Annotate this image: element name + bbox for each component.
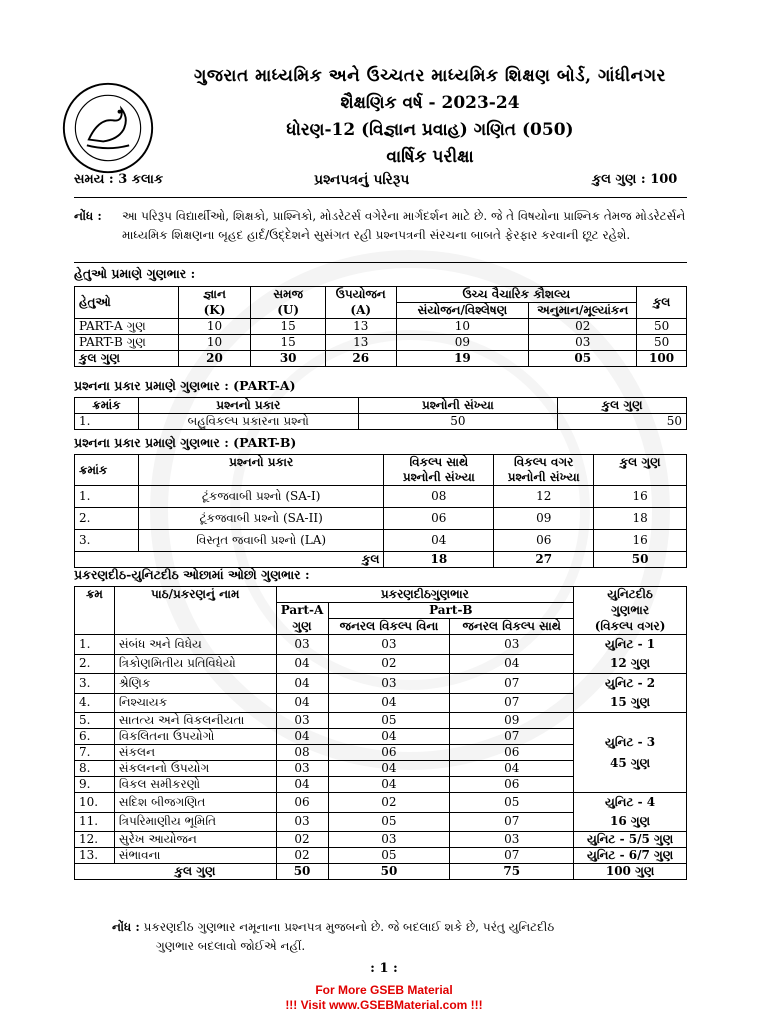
part-b-weightage-title: પ્રશ્નના પ્રકાર પ્રમાણે ગુણભાર : (PART-B) bbox=[74, 435, 297, 450]
cell: 07 bbox=[450, 848, 574, 864]
col-question-count: પ્રશ્નોની સંખ્યા bbox=[358, 398, 558, 414]
unit-6-weightage: યુનિટ - 6/7 ગુણ bbox=[574, 848, 687, 864]
cell: 04 bbox=[450, 654, 574, 674]
cell: 13 bbox=[326, 335, 397, 351]
col-evaluation: અનુમાન/મૂલ્યાંકન bbox=[529, 303, 637, 319]
note-label: નોંધ : bbox=[74, 209, 102, 223]
row-label: PART-A ગુણ bbox=[75, 319, 179, 335]
table-row bbox=[75, 319, 687, 335]
cell: 18 bbox=[594, 508, 687, 530]
cell: 13. bbox=[75, 848, 115, 864]
chapter-name: શ્રેણિક bbox=[114, 674, 276, 694]
col-objective: હેતુઓ bbox=[75, 287, 179, 319]
cell: 3. bbox=[75, 674, 115, 694]
col-chapter-weightage: પ્રકરણદીઠગુણભાર bbox=[276, 587, 574, 603]
part-b-weightage-table bbox=[74, 454, 687, 568]
col-without-choice: વિકલ્પ વગર bbox=[494, 455, 594, 471]
cell: 50 bbox=[276, 864, 328, 880]
col-understanding-code: (U) bbox=[251, 303, 326, 319]
col-synthesis: સંયોજન/વિશ્લેષણ bbox=[396, 303, 529, 319]
row-label: કુલ ગુણ bbox=[114, 864, 276, 880]
cell: 03 bbox=[328, 635, 450, 655]
col-total: કુલ bbox=[637, 287, 687, 319]
cell: 4. bbox=[75, 693, 115, 713]
cell: 05 bbox=[328, 848, 450, 864]
col-unit-weightage: યુનિટદીઠ bbox=[574, 587, 687, 603]
cell: 03 bbox=[450, 832, 574, 848]
cell: 06 bbox=[450, 745, 574, 761]
cell: 1. bbox=[75, 414, 139, 430]
table-total-row bbox=[75, 864, 687, 880]
cell: 03 bbox=[276, 713, 328, 729]
cell: 50 bbox=[594, 552, 687, 568]
cell: 07 bbox=[450, 693, 574, 713]
col-part-a: Part-A bbox=[276, 603, 328, 619]
unit-4-weightage bbox=[574, 793, 687, 832]
chapter-name: સંબંધ અને વિધેય bbox=[114, 635, 276, 655]
cell: 18 bbox=[384, 552, 494, 568]
cell: 10. bbox=[75, 793, 115, 813]
cell: 03 bbox=[276, 812, 328, 832]
cell: 04 bbox=[276, 729, 328, 745]
cell: 12 bbox=[494, 486, 594, 508]
part-a-weightage-title: પ્રશ્નના પ્રકાર પ્રમાણે ગુણભાર : (PART-A) bbox=[74, 378, 296, 393]
unit-3-weightage bbox=[574, 713, 687, 793]
cell: 13 bbox=[326, 319, 397, 335]
board-logo-seal bbox=[60, 80, 156, 176]
cell: 04 bbox=[276, 693, 328, 713]
cell: 6. bbox=[75, 729, 115, 745]
cell: 03 bbox=[328, 832, 450, 848]
cell: 06 bbox=[450, 777, 574, 793]
col-with-choice-sub: પ્રશ્નોની સંખ્યા bbox=[384, 470, 494, 486]
cell: 5. bbox=[75, 713, 115, 729]
divider bbox=[74, 197, 687, 198]
col-application: ઉપયોજન bbox=[326, 287, 397, 303]
objective-weightage-table bbox=[74, 286, 687, 367]
unit-marks: 15 ગુણ bbox=[610, 695, 651, 709]
chapter-weightage-table bbox=[74, 586, 687, 880]
note-text-2: ગુણભાર બદલાવો જોઈએ નહીં. bbox=[156, 939, 306, 953]
cell: 07 bbox=[450, 812, 574, 832]
total-marks: કુલ ગુણ : 100 bbox=[592, 172, 678, 187]
unit-1-weightage bbox=[574, 635, 687, 674]
exam-time: સમય : 3 કલાક bbox=[74, 172, 164, 187]
unit-marks: 16 ગુણ bbox=[610, 814, 651, 828]
cell: 09 bbox=[450, 713, 574, 729]
cell: 15 bbox=[251, 335, 326, 351]
col-unit-weightage-2: ગુણભાર bbox=[574, 603, 687, 619]
table-total-row bbox=[75, 552, 687, 568]
exam-title: વાર્ષિક પરીક્ષા bbox=[386, 147, 474, 167]
note-label: નોંધ : bbox=[112, 920, 140, 934]
cell: 10 bbox=[178, 319, 251, 335]
note-top bbox=[74, 207, 689, 245]
col-question-type: પ્રશ્નનો પ્રકાર bbox=[138, 398, 358, 414]
cell: 8. bbox=[75, 761, 115, 777]
cell: 16 bbox=[594, 486, 687, 508]
cell: 03 bbox=[450, 635, 574, 655]
cell: 2. bbox=[75, 508, 139, 530]
cell: 09 bbox=[396, 335, 529, 351]
cell: 06 bbox=[384, 508, 494, 530]
cell: 27 bbox=[494, 552, 594, 568]
col-understanding: સમજ bbox=[251, 287, 326, 303]
note-bottom bbox=[112, 918, 702, 956]
chapter-name: સંકલન bbox=[114, 745, 276, 761]
chapter-name: ત્રિકોણમિતીય પ્રતિવિધેયો bbox=[114, 654, 276, 674]
cell: 05 bbox=[328, 713, 450, 729]
row-label: કુલ ગુણ bbox=[75, 351, 179, 367]
table-row bbox=[75, 335, 687, 351]
objective-weightage-title: હેતુઓ પ્રમાણે ગુણભાર : bbox=[74, 266, 196, 281]
table-row bbox=[75, 713, 687, 729]
cell: 03 bbox=[276, 761, 328, 777]
cell: 03 bbox=[529, 335, 637, 351]
chapter-weightage-title: પ્રકરણદીઠ-યુનિટદીઠ ઓછામાં ઓછો ગુણભાર : bbox=[74, 567, 310, 582]
table-row bbox=[75, 486, 687, 508]
board-name: ગુજરાત માધ્યમિક અને ઉચ્ચતર માધ્યમિક શિક્ષણ બોર્ડ, ગાંધીનગર bbox=[194, 66, 666, 86]
col-knowledge-code: (K) bbox=[178, 303, 251, 319]
cell: 02 bbox=[529, 319, 637, 335]
cell: 07 bbox=[450, 729, 574, 745]
table-row bbox=[75, 793, 687, 813]
chapter-name: વિકલ સમીકરણો bbox=[114, 777, 276, 793]
chapter-name: નિશ્ચાયક bbox=[114, 693, 276, 713]
chapter-name: સંકલનનો ઉપયોગ bbox=[114, 761, 276, 777]
col-serial: ક્રમાંક bbox=[75, 455, 139, 486]
unit-label: યુનિટ - 3 bbox=[605, 734, 656, 749]
cell: 2. bbox=[75, 654, 115, 674]
cell: 09 bbox=[494, 508, 594, 530]
cell: 02 bbox=[276, 832, 328, 848]
cell: 50 bbox=[358, 414, 558, 430]
cell: 3. bbox=[75, 530, 139, 552]
chapter-name: સાતત્ય અને વિકલનીયતા bbox=[114, 713, 276, 729]
cell: 03 bbox=[276, 635, 328, 655]
chapter-name: ત્રિપરિમાણીય ભૂમિતિ bbox=[114, 812, 276, 832]
cell: 05 bbox=[450, 793, 574, 813]
table-row bbox=[75, 674, 687, 694]
note-text: પ્રકરણદીઠ ગુણભાર નમૂનાના પ્રશ્નપત્ર મુજબનો છે. જે બદલાઈ શકે છે, પરંતુ યુનિટદીઠ bbox=[143, 920, 555, 934]
table-total-row bbox=[75, 351, 687, 367]
cell: 26 bbox=[326, 351, 397, 367]
cell: 1. bbox=[75, 635, 115, 655]
col-without-choice-sub: પ્રશ્નોની સંખ્યા bbox=[494, 470, 594, 486]
unit-5-weightage: યુનિટ - 5/5 ગુણ bbox=[574, 832, 687, 848]
cell: 04 bbox=[450, 761, 574, 777]
cell: 50 bbox=[637, 335, 687, 351]
unit-marks: 45 ગુણ bbox=[610, 755, 651, 770]
cell: 20 bbox=[178, 351, 251, 367]
col-part-b-without-choice: જનરલ વિકલ્પ વિના bbox=[328, 619, 450, 635]
col-serial: ક્રમ bbox=[75, 587, 115, 635]
col-knowledge: જ્ઞાન bbox=[178, 287, 251, 303]
cell: 100 ગુણ bbox=[574, 864, 687, 880]
part-a-weightage-table bbox=[74, 397, 687, 430]
table-row bbox=[75, 508, 687, 530]
col-serial: ક્રમાંક bbox=[75, 398, 139, 414]
chapter-name: સુરેખ આયોજન bbox=[114, 832, 276, 848]
unit-label: યુનિટ - 2 bbox=[605, 676, 656, 690]
unit-2-weightage bbox=[574, 674, 687, 713]
cell: 9. bbox=[75, 777, 115, 793]
cell: 06 bbox=[328, 745, 450, 761]
subject-title: ધોરણ-12 (વિજ્ઞાન પ્રવાહ) ગણિત (050) bbox=[286, 120, 574, 140]
chapter-name: સદિશ બીજગણિત bbox=[114, 793, 276, 813]
footer-website[interactable]: !!! Visit www.GSEBMaterial.com !!! bbox=[285, 998, 483, 1012]
col-chapter: પાઠ/પ્રકરણનું નામ bbox=[114, 587, 276, 635]
col-total-marks: કુલ ગુણ bbox=[594, 455, 687, 486]
cell: 05 bbox=[328, 812, 450, 832]
col-application-code: (A) bbox=[326, 303, 397, 319]
cell: 50 bbox=[637, 319, 687, 335]
cell: 04 bbox=[384, 530, 494, 552]
col-part-b-with-choice: જનરલ વિકલ્પ સાથે bbox=[450, 619, 574, 635]
cell: 50 bbox=[328, 864, 450, 880]
col-part-b: Part-B bbox=[328, 603, 574, 619]
cell: 06 bbox=[276, 793, 328, 813]
cell: 50 bbox=[558, 414, 687, 430]
divider bbox=[74, 262, 687, 263]
cell: 10 bbox=[396, 319, 529, 335]
table-row bbox=[75, 635, 687, 655]
chapter-name: વિકલિતના ઉપયોગો bbox=[114, 729, 276, 745]
cell: 75 bbox=[450, 864, 574, 880]
cell bbox=[75, 864, 115, 880]
table-row bbox=[75, 848, 687, 864]
cell: ટૂંકજવાબી પ્રશ્નો (SA-II) bbox=[138, 508, 384, 530]
cell: 04 bbox=[328, 777, 450, 793]
academic-year: શૈક્ષણિક વર્ષ - 2023-24 bbox=[340, 93, 520, 113]
cell: 04 bbox=[328, 693, 450, 713]
cell: 16 bbox=[594, 530, 687, 552]
cell: 04 bbox=[328, 761, 450, 777]
cell: 04 bbox=[276, 777, 328, 793]
cell: 12. bbox=[75, 832, 115, 848]
cell: 06 bbox=[494, 530, 594, 552]
cell: 08 bbox=[276, 745, 328, 761]
note-text: આ પરિરૂપ વિદ્યાર્થીઓ, શિક્ષકો, પ્રાશ્નિકો, મોડરેટર્સ વગેરેના માર્ગદર્શન માટે છે. જે તે વિષયોના પ્રાશ્નિક તેમજ મોડરેટર્સને માધ્યમિક શિક્ષણના બૃહદ હાર્દ/ઉદ્દેશને સુસંગત રહી પ્રશ્નપત્રની સંરચના બાબતે ફેરફાર કરવાની છૂટ રહેશે. bbox=[122, 209, 686, 242]
cell: 1. bbox=[75, 486, 139, 508]
col-total-marks: કુલ ગુણ bbox=[558, 398, 687, 414]
cell: 03 bbox=[328, 674, 450, 694]
col-unit-weightage-3: (વિકલ્પ વગર) bbox=[574, 619, 687, 635]
cell: 02 bbox=[328, 654, 450, 674]
cell: 19 bbox=[396, 351, 529, 367]
cell: 7. bbox=[75, 745, 115, 761]
table-row bbox=[75, 414, 687, 430]
cell: 04 bbox=[276, 654, 328, 674]
unit-label: યુનિટ - 4 bbox=[605, 795, 656, 809]
table-row bbox=[75, 832, 687, 848]
cell: ટૂંકજવાબી પ્રશ્નો (SA-I) bbox=[138, 486, 384, 508]
row-label: PART-B ગુણ bbox=[75, 335, 179, 351]
cell: 10 bbox=[178, 335, 251, 351]
col-question-type: પ્રશ્નનો પ્રકાર bbox=[138, 455, 384, 486]
cell: વિસ્તૃત જવાબી પ્રશ્નો (LA) bbox=[138, 530, 384, 552]
unit-label: યુનિટ - 1 bbox=[605, 637, 656, 651]
cell: 07 bbox=[450, 674, 574, 694]
cell: 30 bbox=[251, 351, 326, 367]
paper-title: પ્રશ્નપત્રનું પરિરૂપ bbox=[314, 172, 410, 188]
cell: 15 bbox=[251, 319, 326, 335]
col-hots: ઉચ્ચ વૈચારિક કૌશલ્ય bbox=[396, 287, 637, 303]
cell bbox=[75, 552, 139, 568]
table-row bbox=[75, 530, 687, 552]
cell: 04 bbox=[276, 674, 328, 694]
cell: 05 bbox=[529, 351, 637, 367]
col-part-a-marks: ગુણ bbox=[276, 619, 328, 635]
row-label: કુલ bbox=[138, 552, 384, 568]
cell: 02 bbox=[328, 793, 450, 813]
footer-promo: For More GSEB Material bbox=[315, 983, 453, 997]
cell: 04 bbox=[328, 729, 450, 745]
page-number: : 1 : bbox=[370, 961, 398, 976]
unit-marks: 12 ગુણ bbox=[610, 656, 651, 670]
cell: બહુવિકલ્પ પ્રકારના પ્રશ્નો bbox=[138, 414, 358, 430]
col-with-choice: વિકલ્પ સાથે bbox=[384, 455, 494, 471]
cell: 02 bbox=[276, 848, 328, 864]
cell: 100 bbox=[637, 351, 687, 367]
chapter-name: સંભાવના bbox=[114, 848, 276, 864]
cell: 11. bbox=[75, 812, 115, 832]
cell: 08 bbox=[384, 486, 494, 508]
